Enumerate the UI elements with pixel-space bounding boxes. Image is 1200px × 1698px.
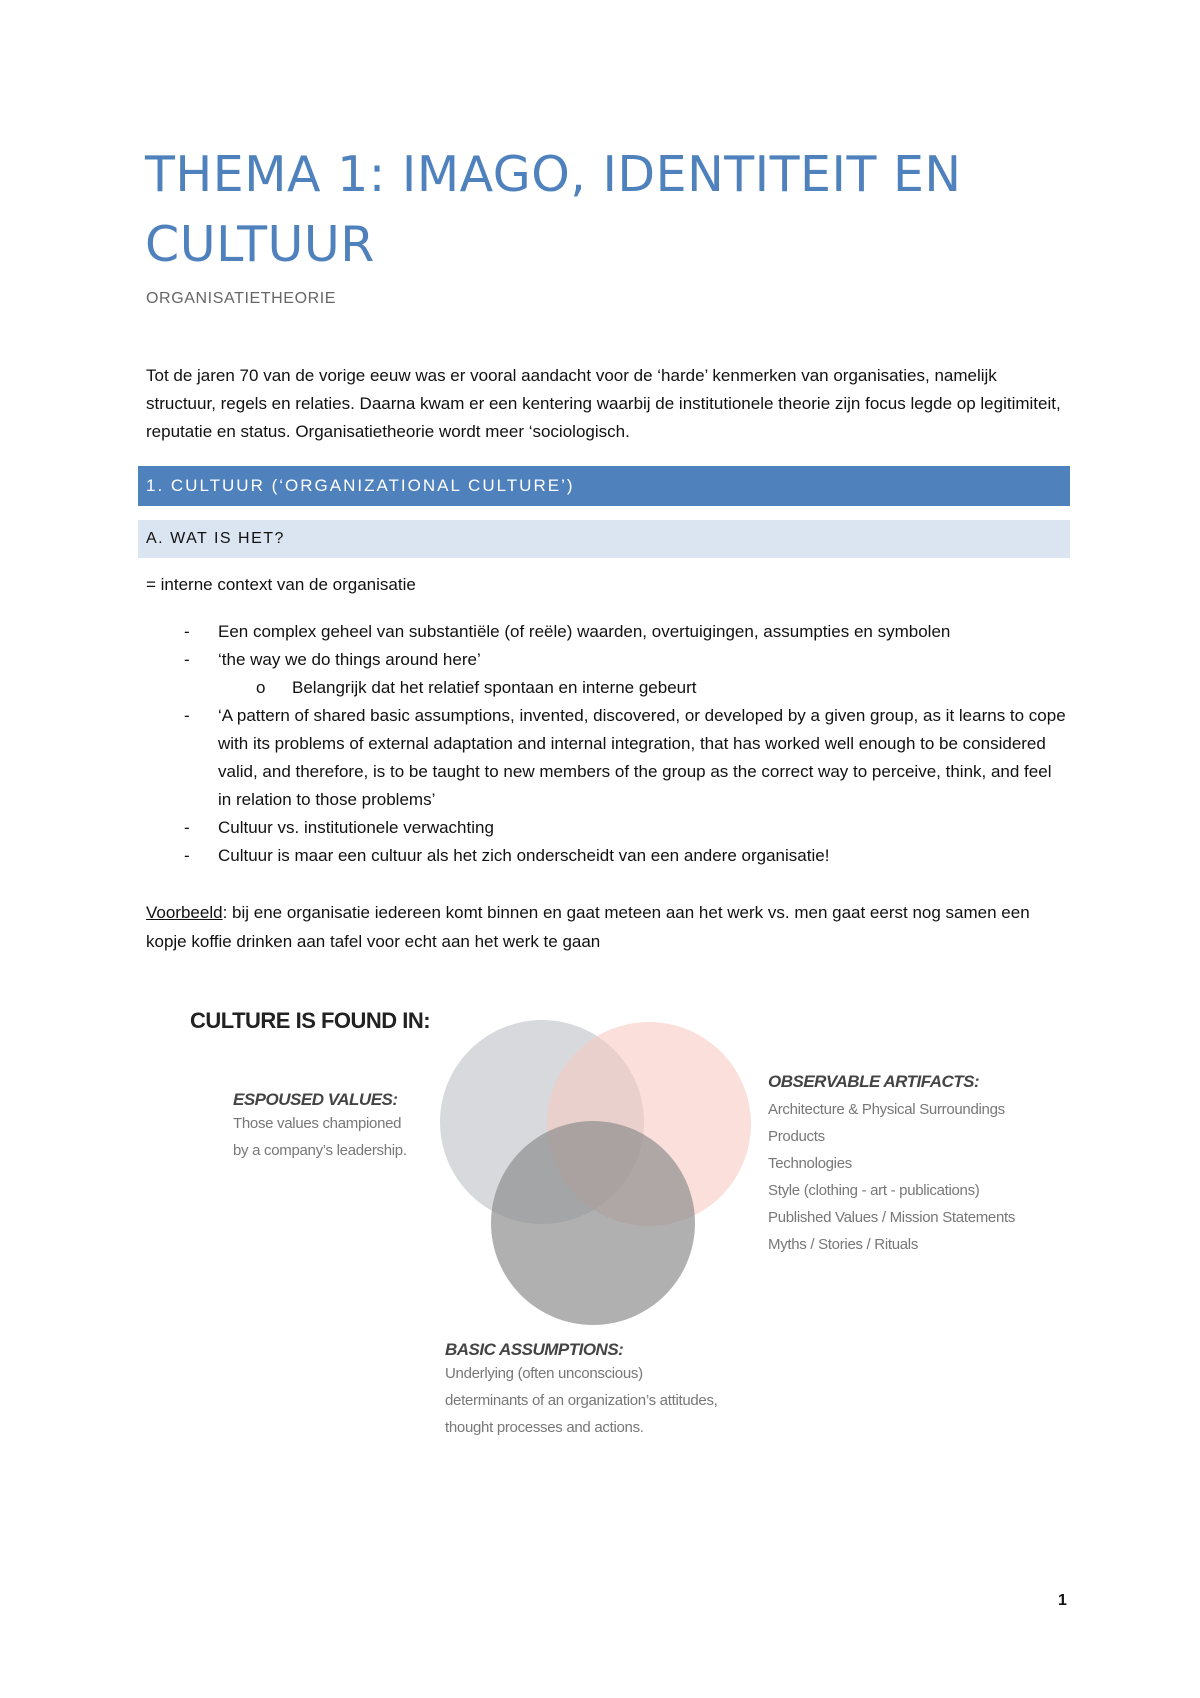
observable-artifacts-heading: OBSERVABLE ARTIFACTS: bbox=[768, 1072, 980, 1091]
bullet-list bbox=[146, 618, 1066, 870]
bullet-marker: - bbox=[184, 706, 190, 725]
subsection-heading: A. WAT IS HET? bbox=[138, 520, 1070, 558]
artifact-item: Technologies bbox=[768, 1155, 852, 1172]
basic-assumptions-block bbox=[445, 1340, 765, 1441]
example-label: Voorbeeld bbox=[146, 903, 223, 922]
list-item-text: ‘A pattern of shared basic assumptions, invented, discovered, or developed by a given group, as it learns to cope with its problems of external adaptation and internal integration, that has worked well enough to be considered valid, and therefore, is to be taught to new members of the group as the correct way to perceive, think, and feel in relation to those problems’ bbox=[218, 706, 1066, 809]
list-item bbox=[146, 618, 1066, 646]
espoused-values-heading: ESPOUSED VALUES: bbox=[233, 1090, 398, 1109]
example-text: : bij ene organisatie iedereen komt binnen en gaat meteen aan het werk vs. men gaat eerst nog samen een kopje koffie drinken aan tafel voor echt aan het werk te gaan bbox=[146, 903, 1030, 951]
artifact-item: Published Values / Mission Statements bbox=[768, 1209, 1016, 1226]
list-item-text: Cultuur is maar een cultuur als het zich onderscheidt van een andere organisatie! bbox=[218, 846, 830, 865]
bullet-marker: - bbox=[184, 846, 190, 865]
basic-assumptions-line: thought processes and actions. bbox=[445, 1419, 644, 1436]
list-item bbox=[146, 842, 1066, 870]
artifact-item: Products bbox=[768, 1128, 825, 1145]
list-item-text: Belangrijk dat het relatief spontaan en interne gebeurt bbox=[292, 678, 697, 697]
bullet-marker: - bbox=[184, 818, 190, 837]
sub-list-item bbox=[146, 674, 1066, 702]
basic-assumptions-line: determinants of an organization’s attitudes, bbox=[445, 1392, 718, 1409]
espoused-values-line: by a company’s leadership. bbox=[233, 1142, 407, 1159]
list-item-text: Een complex geheel van substantiële (of reële) waarden, overtuigingen, assumpties en symbolen bbox=[218, 622, 951, 641]
intro-paragraph: Tot de jaren 70 van de vorige eeuw was er vooral aandacht voor de ‘harde’ kenmerken van organisaties, namelijk structuur, regels en relaties. Daarna kwam er een kentering waarbij de institutionele theorie zijn focus legde op legitimiteit, reputatie en status. Organisatietheorie wordt meer ‘sociologisch. bbox=[146, 366, 1061, 441]
page-subtitle: ORGANISATIETHEORIE bbox=[146, 290, 337, 307]
artifact-item: Myths / Stories / Rituals bbox=[768, 1236, 919, 1253]
example-paragraph bbox=[146, 898, 1066, 956]
basic-assumptions-circle bbox=[491, 1121, 695, 1325]
definition-line: = interne context van de organisatie bbox=[146, 575, 416, 594]
list-item bbox=[146, 814, 1066, 842]
observable-artifacts-block bbox=[768, 1072, 1048, 1258]
venn-diagram bbox=[425, 1010, 765, 1340]
list-item-text: ‘the way we do things around here’ bbox=[218, 650, 481, 669]
espoused-values-block bbox=[233, 1090, 433, 1164]
bullet-marker: - bbox=[184, 622, 190, 641]
artifact-item: Style (clothing - art - publications) bbox=[768, 1182, 980, 1199]
list-item bbox=[146, 702, 1066, 814]
section-heading: 1. CULTUUR (‘ORGANIZATIONAL CULTURE’) bbox=[138, 466, 1070, 506]
sub-bullet-marker: o bbox=[256, 678, 266, 697]
page-number: 1 bbox=[1058, 1592, 1067, 1609]
basic-assumptions-line: Underlying (often unconscious) bbox=[445, 1365, 643, 1382]
list-item bbox=[146, 646, 1066, 674]
basic-assumptions-heading: BASIC ASSUMPTIONS: bbox=[445, 1340, 624, 1359]
artifacts-list bbox=[768, 1096, 1048, 1258]
list-item-text: Cultuur vs. institutionele verwachting bbox=[218, 818, 494, 837]
culture-figure bbox=[180, 990, 1060, 1470]
espoused-values-line: Those values championed bbox=[233, 1115, 402, 1132]
figure-title: CULTURE IS FOUND IN: bbox=[190, 1008, 431, 1033]
page-title: THEMA 1: IMAGO, IDENTITEIT EN CULTUUR bbox=[145, 146, 962, 273]
bullet-marker: - bbox=[184, 650, 190, 669]
artifact-item: Architecture & Physical Surroundings bbox=[768, 1101, 1005, 1118]
